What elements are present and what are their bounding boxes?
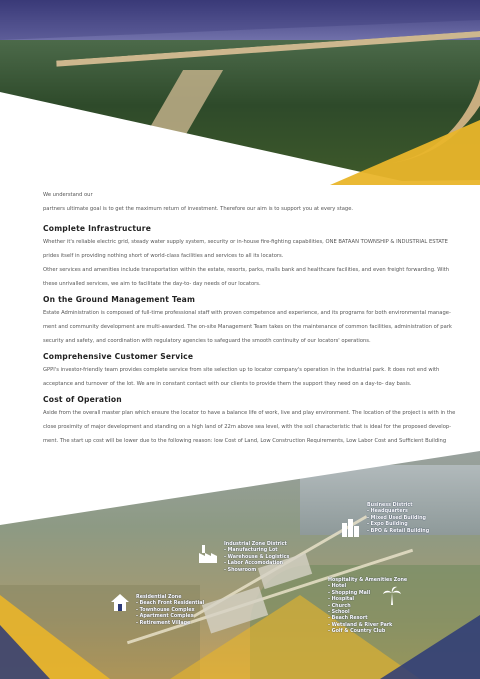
label-hospitality-zone bbox=[328, 578, 407, 636]
section-heading-customer-service: Comprehensive Customer Service bbox=[43, 352, 194, 361]
paragraph-line: prides itself in providing nothing short of world-class facilities and services to all its locators. bbox=[43, 253, 284, 259]
zone-item: - Wetsland & River Park bbox=[328, 622, 393, 628]
paragraph-line: Whether it's reliable electric grid, steady water supply system, security or in-house fire-fighting capabilities, ONE BATAAN TOWNSHIP & INDUSTRIAL ESTATE bbox=[43, 239, 448, 245]
zone-item: - Golf & Country Club bbox=[328, 629, 386, 635]
hero-image bbox=[0, 0, 480, 185]
paragraph-line: ment and community development are multi-awarded. The on-site Management Team takes on the maintenance of common facilities, administration of park bbox=[43, 324, 452, 330]
section-heading-infrastructure: Complete Infrastructure bbox=[43, 224, 152, 233]
paragraph-line: Other services and amenities include transportation within the estate, resorts, parks, malls bank and healthcare facilities, and even freight forwarding. With bbox=[43, 267, 450, 273]
business-district-icon bbox=[340, 517, 360, 537]
house-icon bbox=[110, 592, 130, 612]
zone-title: Hospitality & Amenities Zone bbox=[328, 578, 408, 583]
zone-item: - Retirement Village bbox=[136, 620, 191, 626]
zone-item: - Hotel bbox=[328, 584, 347, 590]
paragraph-line: security and safety, and coordination with regulatory agencies to safeguard the smooth continuity of our locators' operations. bbox=[43, 338, 371, 344]
zone-item: - Beach Front Residential bbox=[136, 601, 205, 607]
body-copy bbox=[43, 188, 463, 462]
zone-item: - Headquarters bbox=[367, 509, 408, 515]
zone-item: - School bbox=[328, 610, 350, 616]
zone-item: - Townhouse Complex bbox=[136, 607, 195, 613]
zone-item: - Warehouse & Logistics bbox=[224, 554, 290, 560]
paragraph-line: acceptance and turnover of the lot. We are in constant contact with our clients to provide them the support they need on a day-to- day basis. bbox=[43, 381, 412, 387]
zone-item: - Mixed Used Building bbox=[367, 515, 426, 521]
intro-line-2: partners ultimate goal is to get the maximum return of investment. Therefore our aim is to support you at every stage. bbox=[43, 206, 354, 212]
paragraph-line: ment. The start up cost will be lower due to the following reason: low Cost of Land, Low Construction Requirements, Low Labor Cost and Sufficient Building bbox=[43, 438, 447, 444]
zone-item: - Expo Building bbox=[367, 522, 408, 528]
zone-item: - Beach Resort bbox=[328, 616, 368, 622]
section-heading-management: On the Ground Management Team bbox=[43, 295, 196, 304]
zone-item: - Shopping Mall bbox=[328, 590, 371, 596]
label-business-district bbox=[367, 503, 429, 535]
label-industrial-zone bbox=[224, 542, 289, 574]
zone-item: - Manufacturing Lot bbox=[224, 548, 278, 554]
paragraph-line: close proximity of major development and standing on a high land of 22m above sea level, with the soil characteristic that is ideal for the proposed develop- bbox=[43, 424, 452, 430]
zone-item: - Church bbox=[328, 603, 351, 609]
factory-icon bbox=[198, 543, 218, 563]
master-plan-map bbox=[0, 445, 480, 679]
zone-item: - Labor Accomodation bbox=[224, 561, 284, 567]
zone-item: - Hospital bbox=[328, 597, 355, 603]
paragraph-line: GPPI's investor-friendly team provides complete service from site selection up to locator company's operation in the industrial park. It does not end with bbox=[43, 367, 440, 373]
paragraph-line: Estate Administration is composed of full-time professional staff with proven competence and experience, and its programs for both environmental manage- bbox=[43, 310, 451, 316]
zone-item: - Showroom bbox=[224, 567, 257, 573]
intro-line-1: We understand our bbox=[43, 192, 93, 198]
zone-title: Business District bbox=[367, 503, 413, 508]
zone-item: - BPO & Retail Building bbox=[367, 528, 430, 534]
banner-gold-accent bbox=[0, 0, 480, 185]
section-heading-cost-of-operation: Cost of Operation bbox=[43, 395, 122, 404]
paragraph-line: these unrivalled services, we aim to facilitate the day-to- day needs of our locators. bbox=[43, 281, 261, 287]
zone-title: Residential Zone bbox=[136, 595, 182, 600]
paragraph-line: Aside from the overall master plan which ensure the locator to have a balance life of work, live and play environment. The location of the project is with in the bbox=[43, 410, 456, 416]
label-residential-zone bbox=[136, 595, 204, 627]
zone-title: Industrial Zone District bbox=[224, 542, 287, 547]
zone-item: - Apartment Complex bbox=[136, 614, 194, 620]
